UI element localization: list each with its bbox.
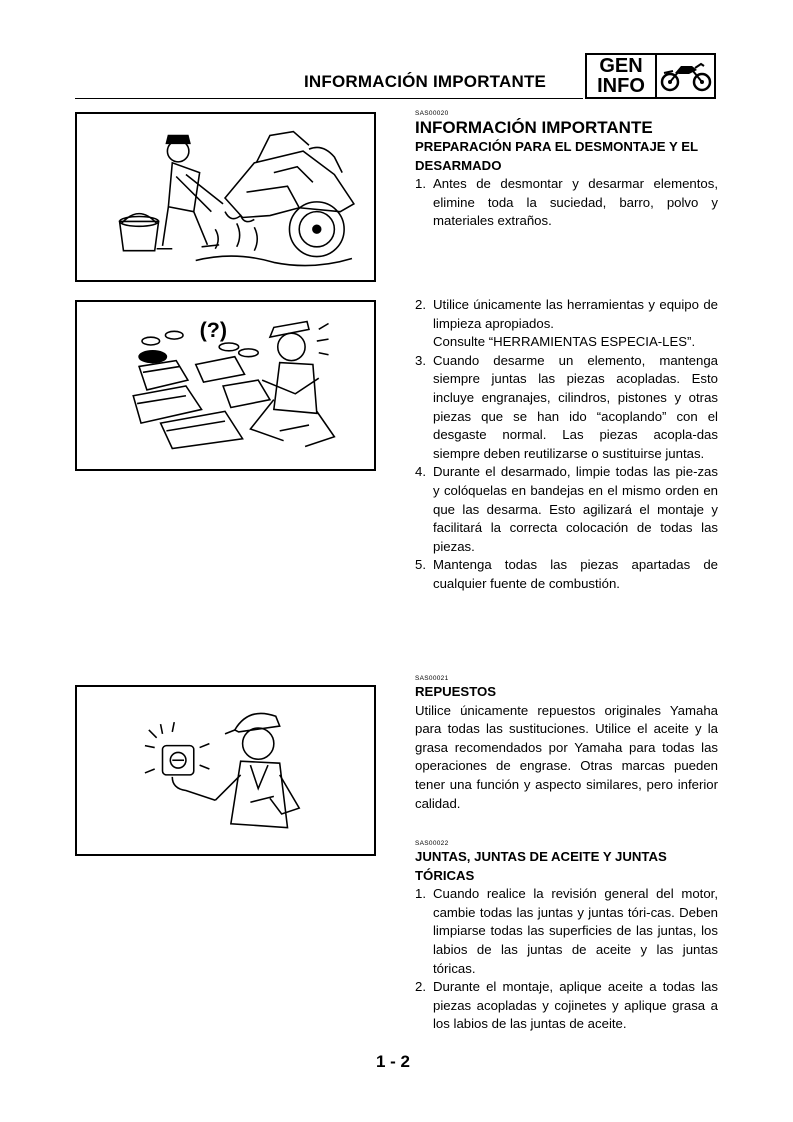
figure-mechanic-with-parts: [75, 300, 376, 471]
page-header-title: INFORMACIÓN IMPORTANTE: [304, 72, 547, 91]
section-title: REPUESTOS: [415, 684, 497, 699]
list-item-number: 2.: [415, 979, 426, 995]
list-item-text: Cuando desarme un elemento, mantenga siempre juntas las piezas acopladas. Esto incluye engranajes, cilindros, pistones y otras piezas que se han ido “acoplando” con el desgaste normal. Las piezas acopla-das siempre deben reutilizarse o sustituirse juntas.: [433, 352, 718, 461]
badge-line2: INFO: [597, 75, 645, 97]
section-spare-parts: [415, 675, 718, 813]
section-title: JUNTAS, JUNTAS DE ACEITE Y JUNTAS TÓRICAS: [415, 849, 667, 883]
list-item-text: Durante el desarmado, limpie todas las pie-zas y colóquelas en bandejas en el mismo orden en que las desarma. Esto agilizará el montaje y facilitará la correcta colocación de todas las piezas.: [433, 464, 718, 554]
list-item-number: 2.: [415, 297, 426, 312]
motorcycle-icon: [657, 55, 714, 97]
section-code: SAS00021: [415, 675, 449, 682]
list-item: [415, 296, 718, 352]
list-item-number: 1.: [415, 176, 426, 192]
section-paragraph: Utilice únicamente repuestos originales Yamaha para todas las sustituciones. Utilice el aceite y la grasa recomendados por Yamaha para todas las operaciones de engrase. Otras marcas pueden tener una función y aspecto similares, pero inferior calidad.: [415, 702, 718, 811]
list-item-text: Utilice únicamente las herramientas y equipo de limpieza apropiados.: [433, 297, 718, 331]
list-item-text: Antes de desmontar y desarmar elementos, elimine toda la suciedad, barro, polvo y materiales extraños.: [433, 176, 718, 229]
header-rule: [75, 98, 583, 99]
section-preparation-continued: [415, 296, 718, 594]
section-preparation: [415, 110, 718, 231]
list-item-text: Mantenga todas las piezas apartadas de cualquier fuente de combustión.: [433, 557, 718, 591]
list-item-number: 4.: [415, 464, 426, 480]
list-item: [415, 885, 718, 978]
badge-line1: GEN: [599, 55, 643, 77]
gen-info-badge: [585, 53, 716, 99]
question-mark-label: (?): [199, 318, 228, 343]
list-item-number: 1.: [415, 886, 426, 902]
figure-mechanic-holding-part: [75, 685, 376, 856]
list-item-text: Cuando realice la revisión general del motor, cambie todas las juntas y juntas tóri-cas. Deben limpiarse todas las superficies de las juntas, los labios de las juntas de aceite y las juntas tóricas.: [433, 886, 718, 976]
list-item: [415, 352, 718, 464]
mechanic-with-parts-illustration: [77, 302, 374, 469]
section-gaskets: [415, 840, 718, 1034]
mechanic-holding-part-illustration: [77, 687, 374, 854]
figure-washing-motorcycle: [75, 112, 376, 282]
list-item: [415, 556, 718, 593]
mechanic-washing-motorcycle-illustration: [77, 114, 374, 280]
list-item-number: 5.: [415, 557, 426, 573]
page-number: 1 - 2: [376, 1052, 411, 1071]
gen-info-label: [587, 55, 657, 97]
list-item: [415, 978, 718, 1034]
section-title: INFORMACIÓN IMPORTANTE: [415, 118, 653, 137]
section-code: SAS00022: [415, 840, 449, 847]
section-subtitle: PREPARACIÓN PARA EL DESMONTAJE Y EL DESARMADO: [415, 139, 698, 173]
list-item: [415, 463, 718, 556]
list-item-text: Durante el montaje, aplique aceite a todas las piezas acopladas y cojinetes y aplique grasa a los labios de las juntas de aceite.: [433, 979, 718, 1032]
list-item-reference: Consulte “HERRAMIENTAS ESPECIA-LES”.: [433, 334, 696, 350]
list-item-number: 3.: [415, 352, 426, 368]
list-item: [415, 175, 718, 231]
list-item-text-group: [433, 296, 718, 352]
section-code: SAS00020: [415, 110, 449, 117]
